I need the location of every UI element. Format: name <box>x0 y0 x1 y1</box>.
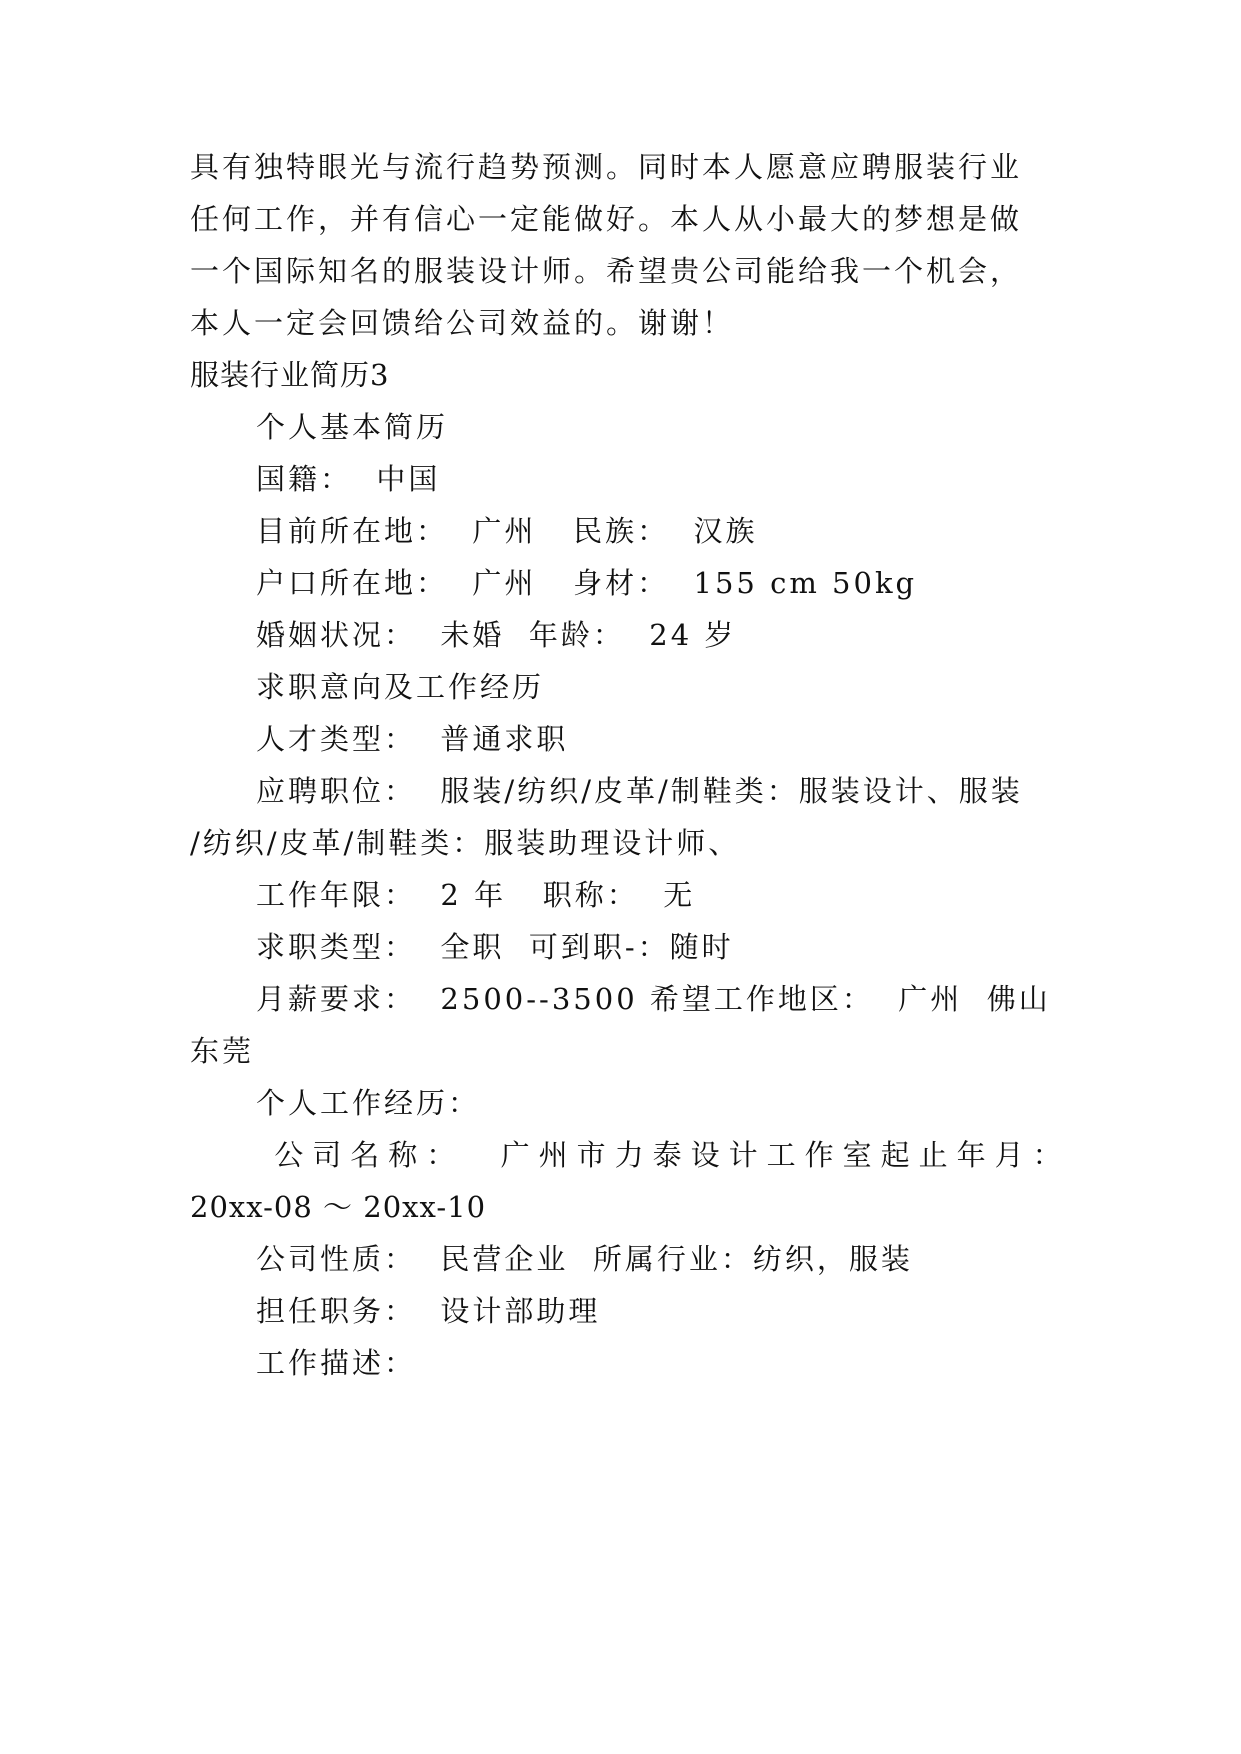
company-name-line-2: 20xx-08 ～ 20xx-10 <box>190 1190 487 1224</box>
basic-resume-heading: 个人基本简历 <box>256 410 449 444</box>
salary-field-line-1: 月薪要求： 2500--3500 希望工作地区： 广州 佛山 <box>256 982 1051 1016</box>
hukou-field: 户口所在地： 广州 身材： 155 cm 50kg <box>256 566 918 600</box>
salary-field-line-2: 东莞 <box>190 1034 255 1068</box>
nationality-field: 国籍： 中国 <box>256 462 441 496</box>
position-field-line-1: 应聘职位： 服装/纺织/皮革/制鞋类：服装设计、服装 <box>256 774 1023 808</box>
work-experience-heading: 个人工作经历： <box>256 1086 481 1120</box>
company-nature-field: 公司性质： 民营企业 所属行业：纺织，服装 <box>256 1242 913 1276</box>
job-type-field: 求职类型： 全职 可到职-：随时 <box>256 930 734 964</box>
company-name-line-1: 公司名称： 广州市力泰设计工作室起止年月： <box>256 1138 1071 1172</box>
position-field-line-2: /纺织/皮革/制鞋类：服装助理设计师、 <box>190 826 741 860</box>
talent-type-field: 人才类型： 普通求职 <box>256 722 569 756</box>
current-location-field: 目前所在地： 广州 民族： 汉族 <box>256 514 758 548</box>
job-description-label: 工作描述： <box>256 1346 417 1380</box>
role-field: 担任职务： 设计部助理 <box>256 1294 601 1328</box>
intro-line-3: 一个国际知名的服装设计师。希望贵公司能给我一个机会， <box>190 254 1023 288</box>
intro-line-2: 任何工作，并有信心一定能做好。本人从小最大的梦想是做 <box>190 202 1023 236</box>
intro-line-1: 具有独特眼光与流行趋势预测。同时本人愿意应聘服装行业 <box>190 150 1023 184</box>
job-intent-heading: 求职意向及工作经历 <box>256 670 545 704</box>
work-years-field: 工作年限： 2 年 职称： 无 <box>256 878 696 912</box>
section-title: 服装行业简历3 <box>190 358 390 392</box>
intro-line-4: 本人一定会回馈给公司效益的。谢谢！ <box>190 306 735 340</box>
marital-status-field: 婚姻状况： 未婚 年龄： 24 岁 <box>256 618 737 652</box>
